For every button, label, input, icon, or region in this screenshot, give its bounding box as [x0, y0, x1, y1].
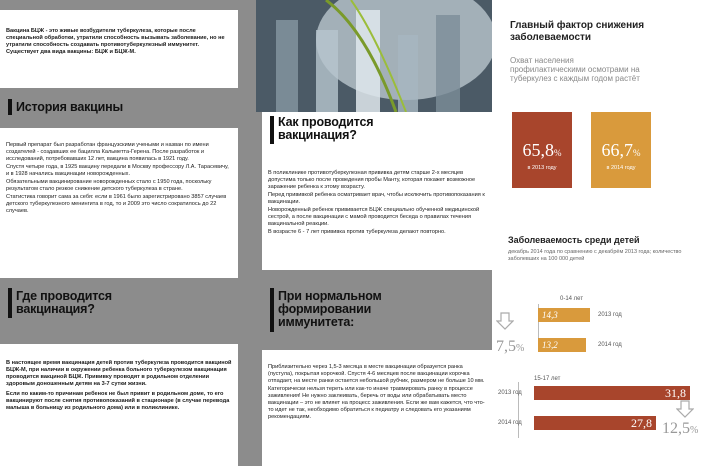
children-incidence-title: Заболеваемость среди детей — [508, 235, 640, 245]
bar-year-label: 2014 год — [498, 420, 522, 426]
down-arrow-icon — [676, 400, 694, 418]
history-heading: История вакцины — [16, 100, 123, 114]
coverage-box-2013 — [512, 112, 572, 188]
coverage-unit: % — [633, 148, 641, 158]
where-heading: Где проводится вакцинация? — [16, 289, 112, 316]
where-paragraph: В настоящее время вакцинация детей против туберкулеза проводится вакциной БЦЖ-М, при наличии в окружении ребенка больного туберкулезом вакцинация проводится вакциной БЦЖ. Прививку проводят в родильном отделении здоровым доношенным детям на 3-7 сутки жизни. — [6, 360, 232, 387]
coverage-title: Главный фактор снижения заболеваемости — [510, 20, 645, 43]
heading-accent-bar — [270, 288, 274, 332]
how-paragraph: Новорожденный ребенок прививается БЦЖ специально обученной медицинской сестрой, а после вакцинации с мамой проводится беседа о правилах течения вакцинальной реакции. — [268, 207, 480, 227]
down-arrow-icon — [496, 312, 514, 330]
children-incidence-description: декабрь 2014 года по сравнению с декабрём 2013 года; количество заболевших на 100 000 детей — [508, 249, 682, 262]
how-card — [262, 162, 492, 270]
coverage-value: 65,8 — [522, 140, 554, 160]
coverage-unit: % — [554, 148, 562, 158]
bar-year-label: 2013 год — [598, 312, 622, 318]
how-paragraph: В возрасте 6 - 7 лет прививка против туберкулеза делают повторно. — [268, 229, 446, 235]
test-tubes-photo — [256, 0, 492, 112]
intro-card — [0, 10, 238, 88]
coverage-box-2014 — [591, 112, 651, 188]
heading-accent-bar — [8, 288, 12, 318]
bar-0-14-2014: 13,2 — [538, 338, 586, 352]
immunity-paragraph: Категорически нельзя тереть или как-то иначе травмировать ранку в процессе заживления! Не нужно заклеивать, беречь от воды или обрабатывать место вакцинации – это не влияет на процесс заживления. Если же вам кажется, что что-то идет не так, необходимо обратиться к педиатру и следовать его указаниям рекомендациям. — [268, 386, 485, 420]
coverage-value: 66,7 — [601, 140, 633, 160]
decrease-percent-15-17: 12,5% — [662, 420, 699, 437]
immunity-paragraph: Приблизительно через 1,5-3 месяца в месте вакцинации образуется ранка (пустула), покрытая корочкой. Спустя 4-6 месяцев после вакцинации корочка отпадает, на месте ранки остается небольшой рубчик, размером не больше 10 мм. — [268, 364, 485, 384]
history-card — [0, 128, 238, 278]
age-group-label: 0-14 лет — [560, 296, 584, 302]
bar-year-label: 2013 год — [498, 390, 522, 396]
age-group-label: 15-17 лет — [534, 376, 561, 382]
bar-year-label: 2014 год — [598, 342, 622, 348]
heading-accent-bar — [270, 116, 274, 144]
bar-0-14-2013: 14,3 — [538, 308, 590, 322]
how-heading: Как проводится вакцинация? — [278, 115, 374, 142]
immunity-card — [262, 350, 492, 466]
history-paragraph: Статистика говорит сама за себя: если в 1961 было зарегистрировано 3857 случаев детского туберкулезного менингита в год, то и 2009 это число сократилось до 22 случаев. — [6, 194, 227, 214]
history-paragraph: Обязательными вакцинирование новорожденных стало с 1950 года, поскольку результатом стало резкое снижение детского туберкулеза в стране. — [6, 179, 212, 192]
intro-text: Вакцина БЦЖ - это живые возбудители туберкулеза, которые после специальной обработки, утратили способность вызывать заболевание, но не утратили способность создавать противотуберкулезный иммунитет. Существует два вида вакцины: БЦЖ и БЦЖ-М. — [6, 28, 225, 55]
how-paragraph: В поликлинике противотуберкулезная прививка детям старше 2-х месяцев допустима только после проведения пробы Манту, которая покажет возможное заражение ребенка к этому возрасту. — [268, 170, 476, 190]
how-paragraph: Перед прививкой ребенка осматривает врач, чтобы исключить противопоказания к вакцинации. — [268, 192, 485, 205]
decrease-percent-0-14: 7,5% — [496, 338, 525, 355]
bar-15-17-2013: 31,8 — [534, 386, 690, 400]
immunity-heading: При нормальном формировании иммунитета: — [278, 289, 382, 329]
coverage-caption: в 2013 году — [527, 165, 557, 171]
where-paragraph: Если по каким-то причинам ребенок не был привит в родильном доме, то его вакцинируют после снятия противопоказаний в стационаре (в случае перевода малыша в больницу из родильного дома) или в поликлинике. — [6, 391, 230, 411]
bar-15-17-2014: 27,8 — [534, 416, 656, 430]
coverage-caption: в 2014 году — [606, 165, 636, 171]
heading-accent-bar — [8, 99, 12, 115]
history-paragraph: Спустя четыре года, в 1925 вакцину передали в Москву профессору Л.А. Тарасевичу, и в 1928 начались вакцинации новорожденных. — [6, 164, 229, 177]
history-paragraph: Первый препарат был разработан французскими учеными и назван по имени создателей - создавших ее бацилла Кальметта-Герена. После разработок и исследований, потребовавших 12 лет, вакцина появилась в 1921 году. — [6, 142, 209, 162]
where-card — [0, 344, 238, 466]
coverage-subtitle: Охват населения профилактическими осмотрами на туберкулез с каждым годом растёт — [510, 56, 640, 83]
